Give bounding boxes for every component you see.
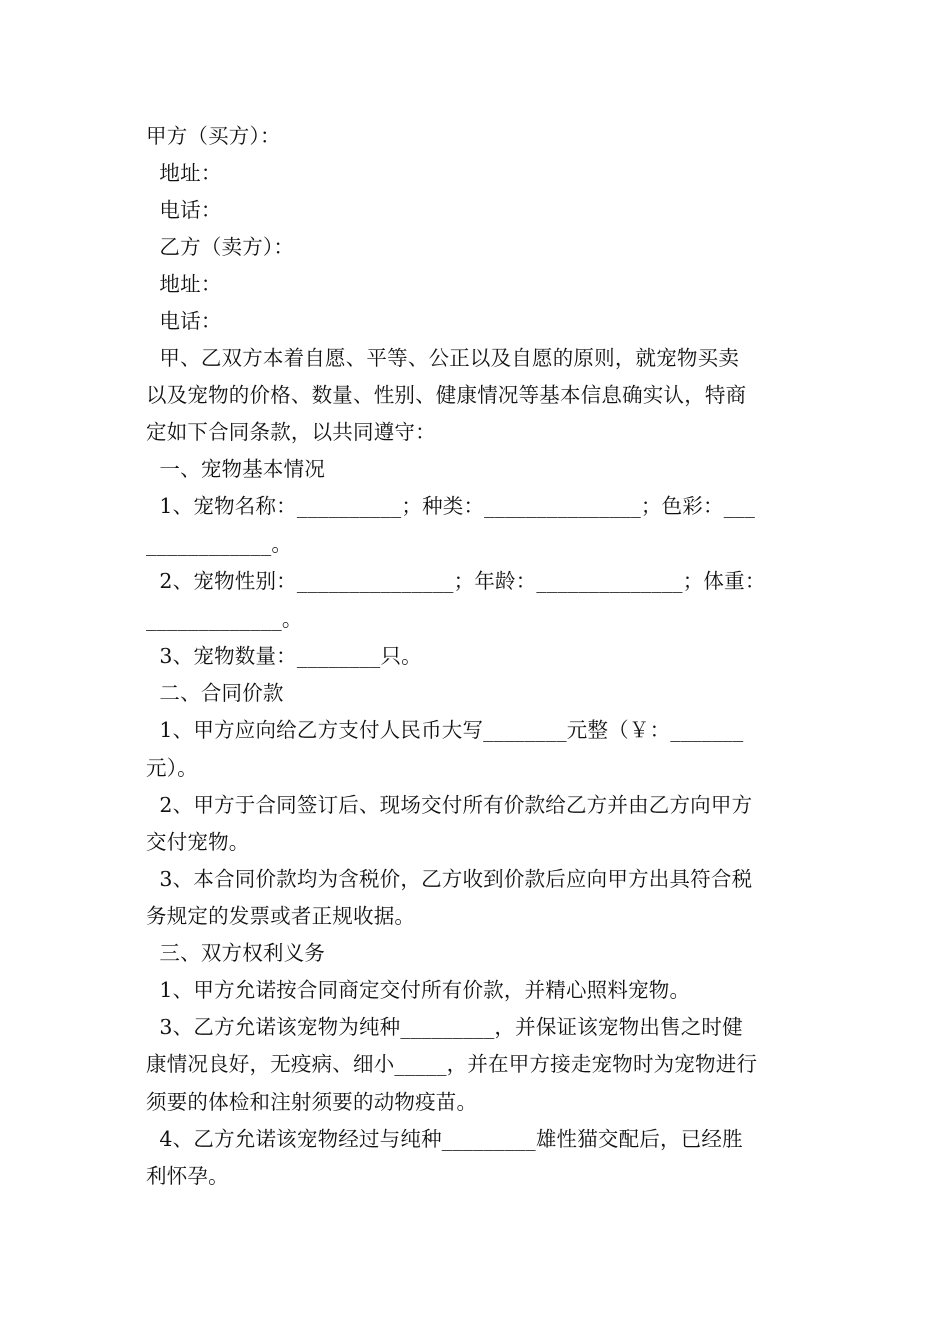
buyer-address-label: 地址：	[146, 161, 222, 185]
price-clause-3-line-1: 3、本合同价款均为含税价，乙方收到价款后应向甲方出具符合税	[146, 867, 753, 891]
price-clause-1-line-1: 1、甲方应向给乙方支付人民币大写________元整（￥：_______	[146, 718, 744, 742]
obligation-clause-4-line-1: 4、乙方允诺该宠物经过与纯种_________雄性猫交配后，已经胜	[146, 1127, 743, 1151]
price-clause-2-line-1: 2、甲方于合同签订后、现场交付所有价款给乙方并由乙方向甲方	[146, 793, 753, 817]
pet-name-kind-color-line-1: 1、宠物名称：__________；种类：_______________；色彩：___	[146, 494, 756, 518]
pet-sex-age-weight-line-2: _____________。	[146, 607, 303, 631]
preamble-line-2: 以及宠物的价格、数量、性别、健康情况等基本信息确实认，特商	[146, 383, 747, 407]
section-2-heading: 二、合同价款	[146, 681, 284, 705]
obligation-clause-3-line-2: 康情况良好，无疫病、细小_____，并在甲方接走宠物时为宠物进行	[146, 1052, 758, 1076]
obligation-clause-3-line-1: 3、乙方允诺该宠物为纯种_________，并保证该宠物出售之时健	[146, 1015, 743, 1039]
price-clause-3-line-2: 务规定的发票或者正规收据。	[146, 904, 416, 928]
buyer-phone-label: 电话：	[146, 198, 222, 222]
pet-quantity-line: 3、宠物数量：________只。	[146, 644, 422, 668]
preamble-line-1: 甲、乙双方本着自愿、平等、公正以及自愿的原则，就宠物买卖	[146, 346, 740, 370]
obligation-clause-4-line-2: 利怀孕。	[146, 1164, 229, 1188]
section-1-heading: 一、宠物基本情况	[146, 457, 326, 481]
seller-phone-label: 电话：	[146, 309, 222, 333]
preamble-line-3: 定如下合同条款，以共同遵守：	[146, 420, 436, 444]
buyer-heading: 甲方（买方）：	[146, 124, 281, 148]
pet-name-kind-color-line-2: ____________。	[146, 532, 293, 556]
seller-address-label: 地址：	[146, 272, 222, 296]
obligation-clause-3-line-3: 须要的体检和注射须要的动物疫苗。	[146, 1090, 478, 1114]
obligation-clause-1: 1、甲方允诺按合同商定交付所有价款，并精心照料宠物。	[146, 978, 691, 1002]
pet-sex-age-weight-line-1: 2、宠物性别：_______________；年龄：______________；体重：	[146, 569, 766, 593]
seller-heading: 乙方（卖方）：	[146, 235, 295, 259]
price-clause-1-line-2: 元）。	[146, 756, 198, 780]
section-3-heading: 三、双方权利义务	[146, 941, 326, 965]
price-clause-2-line-2: 交付宠物。	[146, 830, 250, 854]
